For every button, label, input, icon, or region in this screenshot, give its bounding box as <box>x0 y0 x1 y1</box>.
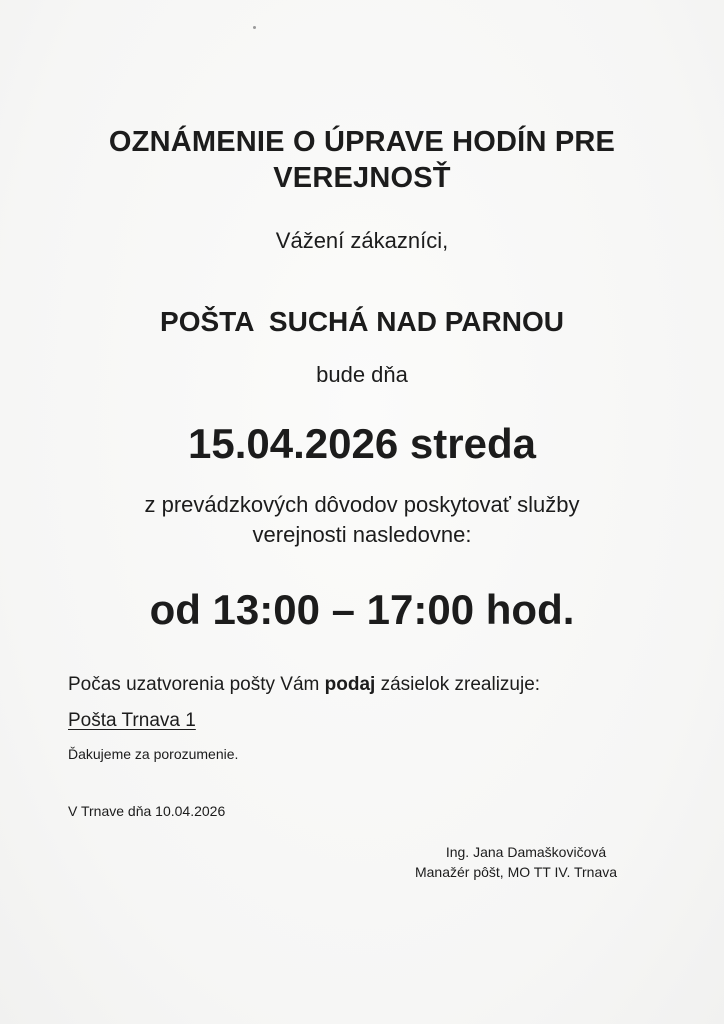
thanks-text: Ďakujeme za porozumenie. <box>68 746 239 762</box>
reason-text <box>0 490 724 550</box>
notice-title-line-1: OZNÁMENIE O ÚPRAVE HODÍN PRE <box>108 126 616 158</box>
signature-role: Manažér pôšt, MO TT IV. Trnava <box>414 864 618 880</box>
signature-name: Ing. Jana Damaškovičová <box>445 844 607 860</box>
scan-speck <box>253 26 256 29</box>
during-closure-prefix: Počas uzatvorenia pošty Vám <box>68 674 325 695</box>
notice-title <box>0 124 724 196</box>
during-closure-suffix: zásielok zrealizuje: <box>375 674 541 695</box>
opening-hours: od 13:00 – 17:00 hod. <box>149 586 575 633</box>
notice-title-line-2: VEREJNOSŤ <box>273 162 451 194</box>
during-closure-bold: podaj <box>324 674 376 695</box>
reason-line-2: verejnosti nasledovne: <box>252 522 472 547</box>
place-and-date: V Trnave dňa 10.04.2026 <box>68 803 226 819</box>
alternative-office: Pošta Trnava 1 <box>68 710 196 731</box>
post-office-name: POŠTA SUCHÁ NAD PARNOU <box>160 306 564 337</box>
will-be-on-label: bude dňa <box>316 362 408 387</box>
date-and-day: 15.04.2026 streda <box>188 420 536 467</box>
during-closure-text <box>68 674 540 696</box>
greeting: Vážení zákazníci, <box>275 228 449 253</box>
reason-line-1: z prevádzkových dôvodov poskytovať služby <box>144 492 580 517</box>
